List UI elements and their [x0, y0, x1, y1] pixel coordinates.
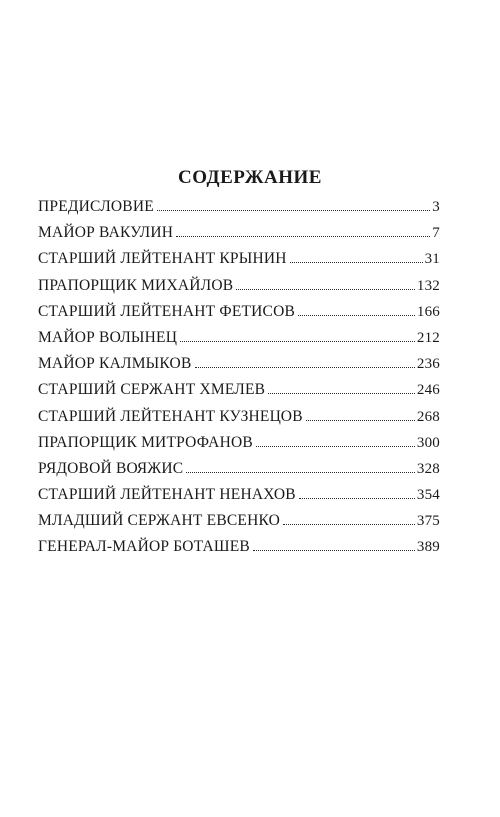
toc-heading: СОДЕРЖАНИЕ: [178, 167, 322, 188]
dot-leader: [298, 315, 415, 316]
toc-entry-page: 268: [416, 408, 440, 425]
toc-entry-title: МАЙОР ВАКУЛИН: [38, 224, 174, 242]
toc-entry-title: МАЙОР ВОЛЫНЕЦ: [38, 328, 178, 346]
toc-entry-page: 300: [416, 434, 440, 451]
toc-entry-title: ПРАПОРЩИК МИТРОФАНОВ: [38, 433, 253, 451]
toc-entry-title: СТАРШИЙ ЛЕЙТЕНАНТ ФЕТИСОВ: [38, 302, 296, 320]
dot-leader: [299, 498, 415, 499]
toc-entry-page: 236: [416, 356, 440, 373]
toc-entry[interactable]: [38, 224, 440, 250]
toc-entry[interactable]: [38, 460, 440, 486]
toc-entry-page: 328: [416, 460, 440, 477]
toc-entry[interactable]: [38, 329, 440, 355]
toc-entry[interactable]: [38, 250, 440, 276]
dot-leader: [290, 262, 423, 263]
toc-entry[interactable]: [38, 381, 440, 407]
dot-leader: [306, 420, 415, 421]
toc-entry-page: 389: [416, 539, 440, 556]
toc-entry[interactable]: [38, 434, 440, 460]
toc-entry-page: 7: [432, 225, 440, 242]
dot-leader: [253, 550, 415, 551]
toc-entry-title: СТАРШИЙ ЛЕЙТЕНАНТ КРЫНИН: [38, 250, 287, 268]
toc-entry[interactable]: [38, 538, 440, 564]
toc-entry-page: 212: [416, 329, 440, 346]
toc-entry-title: ПРАПОРЩИК МИХАЙЛОВ: [38, 276, 234, 294]
toc-entry-title: РЯДОВОЙ ВОЯЖИС: [38, 459, 184, 477]
toc-entry-page: 166: [416, 303, 440, 320]
dot-leader: [256, 446, 415, 447]
toc-entry-title: МАЙОР КАЛМЫКОВ: [38, 355, 192, 373]
toc-entry[interactable]: [38, 303, 440, 329]
toc-entry-page: 3: [432, 199, 440, 215]
toc-entry[interactable]: [38, 486, 440, 512]
toc-entry[interactable]: [38, 198, 440, 224]
dot-leader: [283, 524, 415, 525]
dot-leader: [157, 210, 430, 211]
dot-leader: [268, 393, 415, 394]
toc-entry[interactable]: [38, 512, 440, 538]
toc-entry-title: МЛАДШИЙ СЕРЖАНТ ЕВСЕНКО: [38, 512, 281, 530]
toc-entry-page: 246: [416, 382, 440, 399]
toc-entry-page: 132: [416, 277, 440, 294]
toc-entry-page: 375: [416, 513, 440, 530]
toc-entry-page: 31: [424, 251, 440, 268]
table-of-contents: [38, 198, 440, 565]
toc-entry[interactable]: [38, 277, 440, 303]
toc-entry-title: ПРЕДИСЛОВИЕ: [38, 198, 154, 215]
dot-leader: [180, 341, 415, 342]
toc-entry-title: СТАРШИЙ СЕРЖАНТ ХМЕЛЕВ: [38, 381, 266, 399]
dot-leader: [186, 472, 415, 473]
toc-entry-title: ГЕНЕРАЛ-МАЙОР БОТАШЕВ: [38, 538, 250, 556]
toc-entry-title: СТАРШИЙ ЛЕЙТЕНАНТ НЕНАХОВ: [38, 486, 296, 504]
dot-leader: [176, 236, 430, 237]
toc-entry[interactable]: [38, 408, 440, 434]
toc-entry-title: СТАРШИЙ ЛЕЙТЕНАНТ КУЗНЕЦОВ: [38, 407, 303, 425]
dot-leader: [195, 367, 415, 368]
toc-entry-page: 354: [416, 487, 440, 504]
toc-entry[interactable]: [38, 355, 440, 381]
dot-leader: [236, 289, 415, 290]
